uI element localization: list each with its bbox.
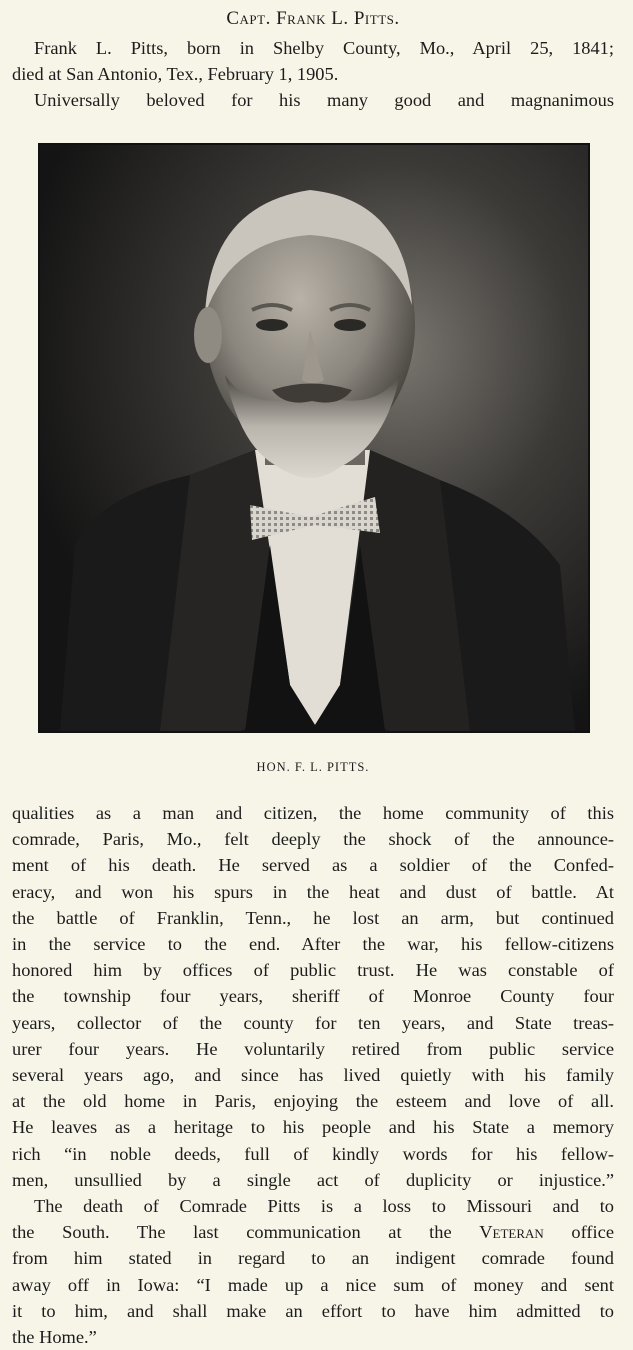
text-line: honored him by offices of public trust. He was constable of	[12, 960, 614, 981]
text-line: the Home.”	[12, 1327, 97, 1348]
text-line: The death of Comrade Pitts is a loss to Missouri and to	[34, 1196, 614, 1217]
text-segment: office	[543, 1222, 614, 1243]
text-line: urer four years. He voluntarily retired from public service	[12, 1038, 614, 1059]
text-line: at the old home in Paris, enjoying the esteem and love of all.	[12, 1091, 614, 1112]
text-line: the township four years, sheriff of Monroe County four	[12, 986, 614, 1007]
text-line: ment of his death. He served as a soldier of the Confed-	[12, 855, 614, 876]
intro-paragraph	[12, 35, 614, 114]
article-body	[12, 800, 614, 1350]
text-line	[12, 1219, 614, 1245]
text-line: several years ago, and since has lived quietly with his family	[12, 1065, 614, 1086]
paragraph-1	[12, 800, 614, 1193]
text-line: men, unsullied by a single act of duplicity or injustice.”	[12, 1169, 614, 1190]
photo-caption: HON. F. L. PITTS.	[256, 760, 370, 774]
text-line: eracy, and won his spurs in the heat and dust of battle. At	[12, 881, 614, 902]
text-line: years, collector of the county for ten years, and State treas-	[12, 1012, 614, 1033]
text-line: away off in Iowa: “I made up a nice sum of money and sent	[12, 1274, 614, 1295]
text-line: qualities as a man and citizen, the home community of this	[12, 803, 614, 823]
intro-line: Universally beloved for his many good and magnanimous	[34, 90, 614, 111]
veteran-name: Veteran	[479, 1222, 544, 1243]
text-line: He leaves as a heritage to his people and his State a memory	[12, 1117, 614, 1138]
text-line: rich “in noble deeds, full of kindly words for his fellow-	[12, 1143, 614, 1164]
portrait-photo	[38, 143, 590, 733]
text-line: it to him, and shall make an effort to have him admitted to	[12, 1300, 614, 1321]
intro-line: Frank L. Pitts, born in Shelby County, Mo., April 25, 1841;	[34, 38, 614, 58]
article-heading: Capt. Frank L. Pitts.	[226, 8, 400, 29]
text-line: comrade, Paris, Mo., felt deeply the shock of the announce-	[12, 829, 614, 850]
document-page	[12, 0, 614, 1348]
text-line: in the service to the end. After the war, his fellow-citizens	[12, 934, 614, 955]
paragraph-2	[12, 1193, 614, 1350]
intro-line: died at San Antonio, Tex., February 1, 1905.	[12, 64, 339, 85]
portrait-illustration	[40, 145, 588, 731]
text-segment: the South. The last communication at the	[12, 1222, 480, 1243]
text-line: from him stated in regard to an indigent comrade found	[12, 1248, 614, 1269]
text-line: the battle of Franklin, Tenn., he lost an arm, but continued	[12, 907, 614, 928]
